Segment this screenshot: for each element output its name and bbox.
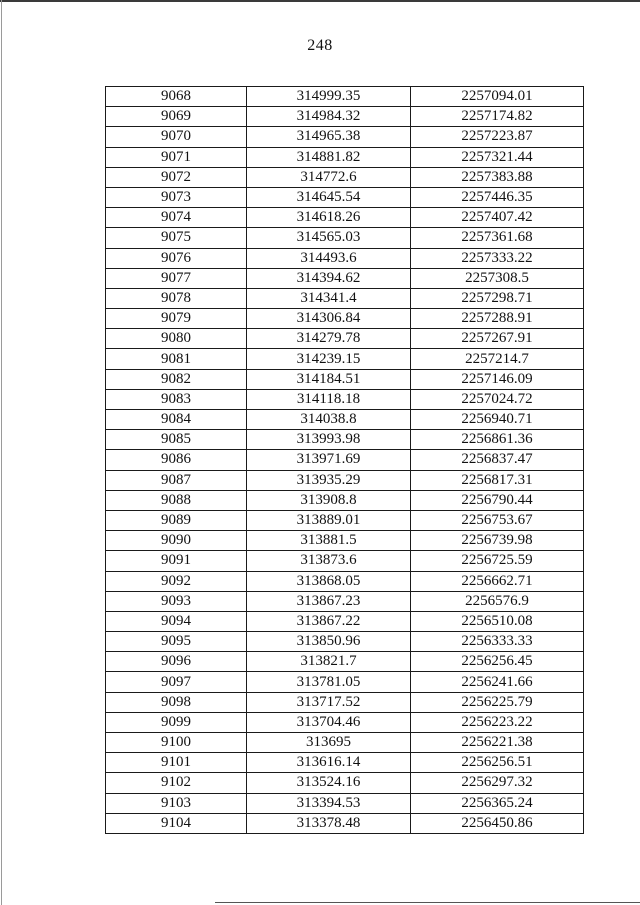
point-number-cell: 9101 (106, 753, 247, 773)
point-number-cell: 9085 (106, 430, 247, 450)
y-coordinate-cell: 2256576.9 (411, 591, 584, 611)
table-row (106, 692, 584, 712)
table-row (106, 733, 584, 753)
table-row (106, 531, 584, 551)
y-coordinate-cell: 2257094.01 (411, 87, 584, 107)
point-number-cell: 9097 (106, 672, 247, 692)
x-coordinate-cell: 313993.98 (247, 430, 411, 450)
y-coordinate-cell: 2257361.68 (411, 228, 584, 248)
x-coordinate-cell: 314645.54 (247, 187, 411, 207)
x-coordinate-cell: 313695 (247, 733, 411, 753)
point-number-cell: 9089 (106, 510, 247, 530)
coordinates-table-body (106, 87, 584, 834)
table-row (106, 87, 584, 107)
point-number-cell: 9070 (106, 127, 247, 147)
x-coordinate-cell: 313971.69 (247, 450, 411, 470)
table-row (106, 450, 584, 470)
y-coordinate-cell: 2256725.59 (411, 551, 584, 571)
point-number-cell: 9083 (106, 389, 247, 409)
point-number-cell: 9071 (106, 147, 247, 167)
table-row (106, 551, 584, 571)
x-coordinate-cell: 314341.4 (247, 288, 411, 308)
x-coordinate-cell: 314881.82 (247, 147, 411, 167)
table-row (106, 147, 584, 167)
point-number-cell: 9075 (106, 228, 247, 248)
point-number-cell: 9092 (106, 571, 247, 591)
y-coordinate-cell: 2256223.22 (411, 712, 584, 732)
point-number-cell: 9073 (106, 187, 247, 207)
point-number-cell: 9072 (106, 167, 247, 187)
point-number-cell: 9091 (106, 551, 247, 571)
table-row (106, 349, 584, 369)
x-coordinate-cell: 313704.46 (247, 712, 411, 732)
table-row (106, 167, 584, 187)
x-coordinate-cell: 313873.6 (247, 551, 411, 571)
table-row (106, 490, 584, 510)
table-row (106, 571, 584, 591)
table-row (106, 389, 584, 409)
x-coordinate-cell: 313524.16 (247, 773, 411, 793)
table-row (106, 793, 584, 813)
y-coordinate-cell: 2257223.87 (411, 127, 584, 147)
x-coordinate-cell: 313867.22 (247, 611, 411, 631)
x-coordinate-cell: 314239.15 (247, 349, 411, 369)
table-row (106, 773, 584, 793)
x-coordinate-cell: 314493.6 (247, 248, 411, 268)
table-row (106, 712, 584, 732)
table-row (106, 107, 584, 127)
y-coordinate-cell: 2256817.31 (411, 470, 584, 490)
table-row (106, 632, 584, 652)
y-coordinate-cell: 2256333.33 (411, 632, 584, 652)
y-coordinate-cell: 2257288.91 (411, 309, 584, 329)
x-coordinate-cell: 313616.14 (247, 753, 411, 773)
x-coordinate-cell: 314984.32 (247, 107, 411, 127)
table-row (106, 611, 584, 631)
y-coordinate-cell: 2257446.35 (411, 187, 584, 207)
x-coordinate-cell: 313821.7 (247, 652, 411, 672)
point-number-cell: 9104 (106, 813, 247, 833)
point-number-cell: 9099 (106, 712, 247, 732)
x-coordinate-cell: 314772.6 (247, 167, 411, 187)
x-coordinate-cell: 314118.18 (247, 389, 411, 409)
y-coordinate-cell: 2257321.44 (411, 147, 584, 167)
table-row (106, 430, 584, 450)
y-coordinate-cell: 2256365.24 (411, 793, 584, 813)
y-coordinate-cell: 2256256.51 (411, 753, 584, 773)
point-number-cell: 9103 (106, 793, 247, 813)
x-coordinate-cell: 313935.29 (247, 470, 411, 490)
y-coordinate-cell: 2256662.71 (411, 571, 584, 591)
x-coordinate-cell: 313717.52 (247, 692, 411, 712)
page-number: 248 (307, 37, 333, 54)
y-coordinate-cell: 2256297.32 (411, 773, 584, 793)
table-row (106, 672, 584, 692)
x-coordinate-cell: 314965.38 (247, 127, 411, 147)
y-coordinate-cell: 2256221.38 (411, 733, 584, 753)
x-coordinate-cell: 313868.05 (247, 571, 411, 591)
x-coordinate-cell: 313889.01 (247, 510, 411, 530)
point-number-cell: 9079 (106, 309, 247, 329)
x-coordinate-cell: 313881.5 (247, 531, 411, 551)
coordinates-table (105, 86, 584, 834)
table-row (106, 208, 584, 228)
table-row (106, 127, 584, 147)
point-number-cell: 9077 (106, 268, 247, 288)
y-coordinate-cell: 2256753.67 (411, 510, 584, 530)
point-number-cell: 9084 (106, 410, 247, 430)
x-coordinate-cell: 314999.35 (247, 87, 411, 107)
y-coordinate-cell: 2256225.79 (411, 692, 584, 712)
y-coordinate-cell: 2256790.44 (411, 490, 584, 510)
x-coordinate-cell: 313378.48 (247, 813, 411, 833)
x-coordinate-cell: 313394.53 (247, 793, 411, 813)
y-coordinate-cell: 2257298.71 (411, 288, 584, 308)
point-number-cell: 9074 (106, 208, 247, 228)
y-coordinate-cell: 2256739.98 (411, 531, 584, 551)
x-coordinate-cell: 314306.84 (247, 309, 411, 329)
y-coordinate-cell: 2256510.08 (411, 611, 584, 631)
table-row (106, 753, 584, 773)
point-number-cell: 9080 (106, 329, 247, 349)
table-row (106, 652, 584, 672)
table-row (106, 591, 584, 611)
table-row (106, 329, 584, 349)
point-number-cell: 9096 (106, 652, 247, 672)
y-coordinate-cell: 2257333.22 (411, 248, 584, 268)
point-number-cell: 9081 (106, 349, 247, 369)
x-coordinate-cell: 314184.51 (247, 369, 411, 389)
point-number-cell: 9088 (106, 490, 247, 510)
table-row (106, 510, 584, 530)
point-number-cell: 9069 (106, 107, 247, 127)
point-number-cell: 9086 (106, 450, 247, 470)
y-coordinate-cell: 2256940.71 (411, 410, 584, 430)
x-coordinate-cell: 313867.23 (247, 591, 411, 611)
point-number-cell: 9093 (106, 591, 247, 611)
y-coordinate-cell: 2257407.42 (411, 208, 584, 228)
point-number-cell: 9068 (106, 87, 247, 107)
y-coordinate-cell: 2257174.82 (411, 107, 584, 127)
x-coordinate-cell: 313781.05 (247, 672, 411, 692)
table-row (106, 470, 584, 490)
x-coordinate-cell: 314618.26 (247, 208, 411, 228)
y-coordinate-cell: 2257267.91 (411, 329, 584, 349)
table-row (106, 813, 584, 833)
page-bottom-edge (215, 902, 640, 903)
y-coordinate-cell: 2256256.45 (411, 652, 584, 672)
x-coordinate-cell: 313850.96 (247, 632, 411, 652)
table-row (106, 187, 584, 207)
point-number-cell: 9090 (106, 531, 247, 551)
x-coordinate-cell: 313908.8 (247, 490, 411, 510)
page-left-edge (1, 0, 2, 905)
table-row (106, 268, 584, 288)
y-coordinate-cell: 2257146.09 (411, 369, 584, 389)
point-number-cell: 9082 (106, 369, 247, 389)
y-coordinate-cell: 2257383.88 (411, 167, 584, 187)
x-coordinate-cell: 314394.62 (247, 268, 411, 288)
x-coordinate-cell: 314279.78 (247, 329, 411, 349)
table-row (106, 369, 584, 389)
y-coordinate-cell: 2256837.47 (411, 450, 584, 470)
table-row (106, 228, 584, 248)
point-number-cell: 9095 (106, 632, 247, 652)
point-number-cell: 9076 (106, 248, 247, 268)
y-coordinate-cell: 2256450.86 (411, 813, 584, 833)
point-number-cell: 9094 (106, 611, 247, 631)
y-coordinate-cell: 2256861.36 (411, 430, 584, 450)
point-number-cell: 9100 (106, 733, 247, 753)
table-row (106, 248, 584, 268)
table-row (106, 309, 584, 329)
x-coordinate-cell: 314565.03 (247, 228, 411, 248)
point-number-cell: 9102 (106, 773, 247, 793)
table-row (106, 410, 584, 430)
page-top-edge (0, 0, 640, 2)
point-number-cell: 9098 (106, 692, 247, 712)
point-number-cell: 9087 (106, 470, 247, 490)
x-coordinate-cell: 314038.8 (247, 410, 411, 430)
point-number-cell: 9078 (106, 288, 247, 308)
y-coordinate-cell: 2256241.66 (411, 672, 584, 692)
y-coordinate-cell: 2257214.7 (411, 349, 584, 369)
table-row (106, 288, 584, 308)
y-coordinate-cell: 2257308.5 (411, 268, 584, 288)
y-coordinate-cell: 2257024.72 (411, 389, 584, 409)
